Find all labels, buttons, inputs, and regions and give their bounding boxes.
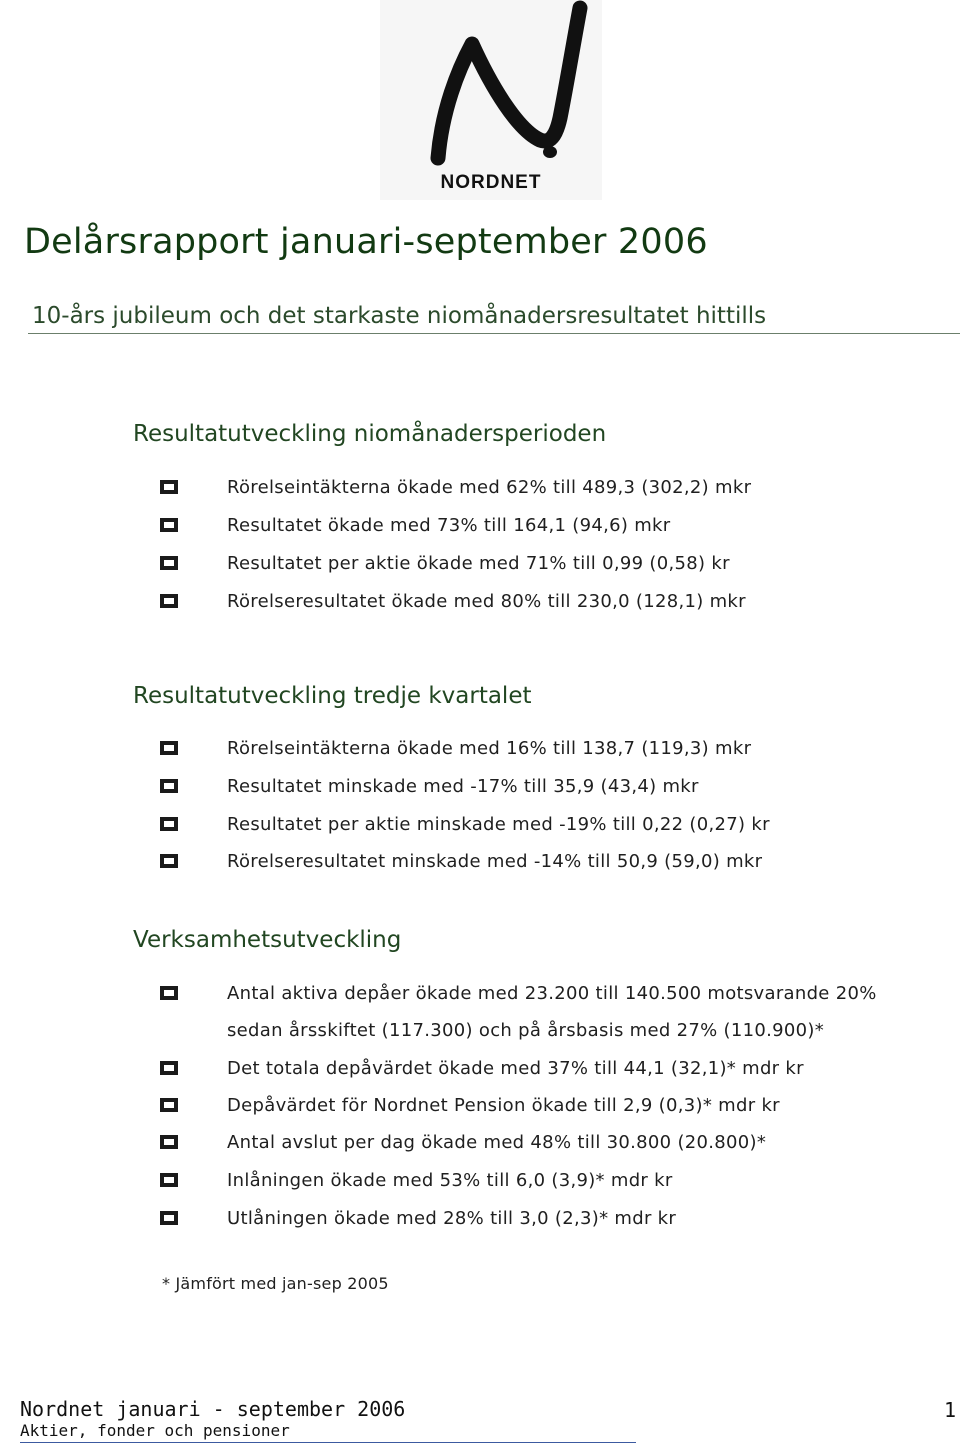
- square-bullet-icon: [160, 1173, 178, 1187]
- page-number: 1: [944, 1398, 957, 1422]
- footer-divider: [20, 1442, 636, 1443]
- square-bullet-icon: [160, 1098, 178, 1112]
- list-item-text: Resultatet ökade med 73% till 164,1 (94,6) mkr: [227, 515, 671, 536]
- page-subtitle: 10-års jubileum och det starkaste niomånadersresultatet hittills: [28, 303, 960, 334]
- square-bullet-icon: [160, 1211, 178, 1225]
- list-item-text: Rörelseresultatet ökade med 80% till 230,0 (128,1) mkr: [227, 591, 746, 612]
- list-item-text: sedan årsskiftet (117.300) och på årsbasis med 27% (110.900)*: [227, 1020, 825, 1041]
- list-item: [0, 477, 960, 507]
- list-item: [0, 851, 960, 881]
- square-bullet-icon: [160, 594, 178, 608]
- logo-wordmark: NORDNET: [440, 172, 542, 193]
- list-item: [0, 1132, 960, 1162]
- footnote: * Jämfört med jan-sep 2005: [162, 1274, 389, 1293]
- list-item: [0, 983, 960, 1013]
- square-bullet-icon: [160, 1135, 178, 1149]
- list-item-text: Resultatet per aktie minskade med -19% till 0,22 (0,27) kr: [227, 814, 770, 835]
- square-bullet-icon: [160, 518, 178, 532]
- list-item: [0, 553, 960, 583]
- list-item-text: Inlåningen ökade med 53% till 6,0 (3,9)* mdr kr: [227, 1170, 673, 1191]
- page-title: Delårsrapport januari-september 2006: [24, 222, 708, 262]
- square-bullet-icon: [160, 854, 178, 868]
- square-bullet-icon: [160, 480, 178, 494]
- nordnet-n-logo-icon: [380, 0, 602, 200]
- list-item-text: Resultatet minskade med -17% till 35,9 (43,4) mkr: [227, 776, 699, 797]
- list-item-text: Utlåningen ökade med 28% till 3,0 (2,3)* mdr kr: [227, 1208, 677, 1229]
- square-bullet-icon: [160, 1061, 178, 1075]
- list-item: [0, 1058, 960, 1088]
- square-bullet-icon: [160, 556, 178, 570]
- square-bullet-icon: [160, 817, 178, 831]
- footer-tagline: Aktier, fonder och pensioner: [20, 1421, 290, 1440]
- list-item: [0, 515, 960, 545]
- list-item: [0, 814, 960, 844]
- section-heading-business: Verksamhetsutveckling: [133, 927, 402, 953]
- nordnet-logo: [380, 0, 602, 200]
- list-item: [0, 738, 960, 768]
- list-item-text: Antal avslut per dag ökade med 48% till 30.800 (20.800)*: [227, 1132, 767, 1153]
- list-item-text: Rörelseresultatet minskade med -14% till 50,9 (59,0) mkr: [227, 851, 763, 872]
- list-item: [0, 1208, 960, 1238]
- list-item-continuation: [0, 1020, 960, 1050]
- list-item: [0, 776, 960, 806]
- list-item-text: Antal aktiva depåer ökade med 23.200 till 140.500 motsvarande 20%: [227, 983, 877, 1004]
- square-bullet-icon: [160, 986, 178, 1000]
- section-heading-third-quarter: Resultatutveckling tredje kvartalet: [133, 683, 532, 709]
- list-item: [0, 1095, 960, 1125]
- list-item: [0, 1170, 960, 1200]
- section-heading-nine-month: Resultatutveckling niomånadersperioden: [133, 421, 607, 447]
- list-item: [0, 591, 960, 621]
- list-item-text: Det totala depåvärdet ökade med 37% till 44,1 (32,1)* mdr kr: [227, 1058, 804, 1079]
- list-item-text: Rörelseintäkterna ökade med 16% till 138,7 (119,3) mkr: [227, 738, 752, 759]
- list-item-text: Resultatet per aktie ökade med 71% till 0,99 (0,58) kr: [227, 553, 730, 574]
- square-bullet-icon: [160, 779, 178, 793]
- list-item-text: Rörelseintäkterna ökade med 62% till 489,3 (302,2) mkr: [227, 477, 752, 498]
- footer-title: Nordnet januari - september 2006: [20, 1397, 406, 1421]
- square-bullet-icon: [160, 741, 178, 755]
- list-item-text: Depåvärdet för Nordnet Pension ökade till 2,9 (0,3)* mdr kr: [227, 1095, 780, 1116]
